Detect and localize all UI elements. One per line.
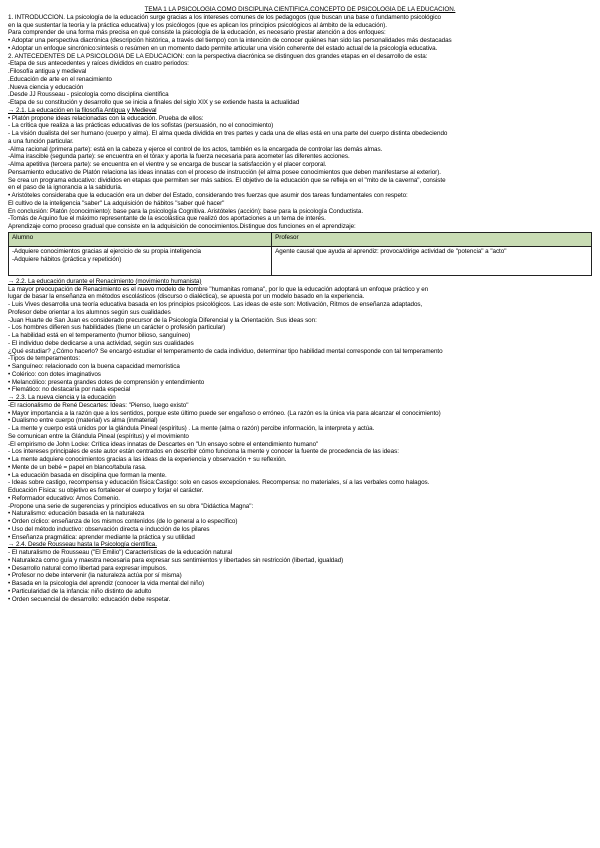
text-line: .Filosofía antigua y medieval bbox=[8, 68, 87, 75]
text-line: • Naturaleza como guía y maestra necesaria para expresar sus sentimientos y libertades sin restricción (libertad, igualdad) bbox=[8, 556, 344, 564]
text-line: 1. INTRODUCCIÓN. La psicología de la educación surge gracias a los intereses comunes de los pedagogos (que buscan una base o fundamento psicológico bbox=[8, 13, 441, 21]
text-line: - Luis Vives desarrolla una teoría educativa basada en los principios psicológicos. Las ideas de este son: Motivación, Ritmos de enseñanza adaptados, bbox=[8, 301, 423, 308]
text-line: Se comunican entre la Glándula Pineal (espíritus) y el movimiento bbox=[8, 432, 189, 440]
document-title: TEMA 1 LA PSICOLOGÍA COMO DISCIPLINA CIENTÍFICA.CONCEPTO DE PSICOLOGÍA DE LA EDUCACIÓN. bbox=[144, 6, 456, 13]
section-2-1 bbox=[8, 107, 592, 276]
table-cell-alumno bbox=[9, 246, 272, 275]
text-line: en la que sustentar la teoría y la práctica educativa) y los psicólogos (que es aplican los principios psicológicos al ámbito de la educación). bbox=[8, 21, 387, 29]
text-line: .Nueva ciencia y educación bbox=[8, 83, 84, 91]
text-line: • La mente adquiere conocimientos gracias a las ideas de la experiencia y observación + su reflexión. bbox=[8, 456, 287, 463]
section-2-4-body bbox=[8, 549, 592, 603]
section-2-2-heading: → 2.2. La educación durante el Renacimiento (movimiento humanista) bbox=[8, 277, 202, 285]
text-line: Profesor debe orientar a los alumnos según sus cualidades bbox=[8, 308, 171, 316]
text-line: -Alma racional (primera parte): está en la cabeza y ejerce el control de los actos, también es la encargada de controlar las demás almas. bbox=[8, 145, 383, 153]
text-line: • Flemático: no destacaría por nada especial bbox=[8, 386, 131, 394]
text-line: -Juan Huarte de San Juan es considerado precursor de la Psicología Diferencial y la Orientación. Sus ideas son: bbox=[8, 316, 317, 324]
text-line: • Naturalismo: educación basada en la naturaleza bbox=[8, 510, 145, 518]
table-header-profesor: Profesor bbox=[272, 232, 592, 246]
text-line: -Tipos de temperamentos: bbox=[8, 355, 81, 363]
table-cell-profesor bbox=[272, 246, 592, 275]
table-cell-line: -Adquiere conocimientos gracias al ejercicio de su propia inteligencia bbox=[12, 247, 202, 255]
section-2-1-body bbox=[8, 115, 592, 231]
text-line: El cultivo de la inteligencia "saber" La adquisición de hábitos "saber qué hacer" bbox=[8, 199, 225, 207]
text-line: -El racionalismo de René Descartes: Ideas: "Pienso, luego existo" bbox=[8, 401, 189, 409]
text-line: • Mente de un bebé = papel en blanco/tabula rasa. bbox=[8, 463, 147, 471]
text-line: • Basada en la psicología del aprendiz (conocer la vida mental del niño) bbox=[8, 580, 205, 587]
text-line: -Propone una serie de sugerencias y principios educativos en su obra "Didáctica Magna": bbox=[8, 502, 254, 510]
section-2-4 bbox=[8, 541, 592, 603]
text-line: En conclusión: Platón (conocimiento): base para la psicología Cognitiva. Aristóteles (acción): base para la psicología Conductista. bbox=[8, 207, 364, 215]
text-line: • Particularidad de la infancia: niño distinto de adulto bbox=[8, 587, 152, 595]
text-line: -Etapa de su constitución y desarrollo que se inicia a finales del siglo XIX y se extiende hasta la actualidad bbox=[8, 99, 300, 106]
text-line: .Educación de arte en el renacimiento bbox=[8, 75, 112, 83]
text-line: - Los hombres difieren sus habilidades (tiene un carácter o profesión particular) bbox=[8, 324, 226, 332]
text-line: • Orden cíclico: enseñanza de los mismos contenidos (de lo general a lo específico) bbox=[8, 518, 238, 525]
text-line: ¿Qué estudiar? ¿Cómo hacerlo? Se encargó estudiar el temperamento de cada individuo, determinar tipo habilidad mental corresponde con tal temperamento bbox=[8, 347, 443, 355]
text-line: lugar de basar la enseñanza en métodos escolásticos (discurso o dialéctica), se apuesta por un modelo basado en la experiencia. bbox=[8, 293, 365, 301]
text-line: -El empirismo de John Locke: Crítica ideas innatas de Descartes en "Un ensayo sobre el entendimiento humano" bbox=[8, 440, 319, 448]
table-header-alumno: Alumno bbox=[9, 232, 272, 246]
text-line: • Aristóteles consideraba que la educación era un deber del Estado, considerando tres fuerzas que asumir dos tareas fundamentales con respeto: bbox=[8, 192, 408, 199]
text-line: -Etapa de sus antecedentes y raíces divididos en cuatro periodos: bbox=[8, 60, 189, 68]
text-line: -Tomás de Aquino fue el máximo representante de la escolástica que realizó dos aportaciones a un tema de interés. bbox=[8, 215, 326, 223]
text-line: • Colérico: con dotes imaginativos bbox=[8, 370, 101, 378]
document-page bbox=[8, 0, 592, 603]
section-2-4-heading: → 2.4. Desde Rousseau hasta la Psicología científica. bbox=[8, 541, 157, 549]
section-2-3-heading: → 2.3. La nueva ciencia y la educación bbox=[8, 394, 116, 401]
intro-block bbox=[8, 14, 592, 107]
text-line: Se crea un programa educativo: divididos en etapas que permiten ser más sabios. El objetivo de la educación que se refleja en el "mito de la caverna", consiste bbox=[8, 176, 446, 184]
text-line: • Uso del método inductivo: observación directa e inducción de los pilares bbox=[8, 525, 210, 533]
text-line: Educación Física: su objetivo es fortalecer el cuerpo y forjar el carácter. bbox=[8, 487, 204, 494]
table-cell-line: -Adquiere hábitos (práctica y repetición) bbox=[12, 255, 122, 263]
text-line: • La educación basada en disciplina que forman la mente. bbox=[8, 471, 167, 479]
text-line: - El individuo debe dedicarse a una actividad, según sus cualidades bbox=[8, 339, 194, 347]
section-2-1-heading: → 2.1. La educación en la filosofía Antigua y Medieval bbox=[8, 106, 157, 114]
text-line: • Dualismo entre cuerpo (material) vs alma (inmaterial) bbox=[8, 417, 158, 425]
text-line: • Mayor importancia a la razón que a los sentidos, porque este último puede ser engañoso o erróneo. (La razón es la única vía para alcanzar el conocimiento) bbox=[8, 409, 441, 417]
text-line: Pensamiento educativo de Platón relaciona las ideas innatas con el proceso de instrucción (el alma posee conocimientos que deben manifestarse al exterior). bbox=[8, 168, 441, 176]
text-line: - Ideas sobre castigo, recompensa y educación física:Castigo: solo en casos excepcionales. Recompensa: no materiales, sí a las verbales como halagos. bbox=[8, 479, 430, 487]
text-line: - La crítica que realiza a las prácticas educativas de los sofistas (persuasión, no el conocimiento) bbox=[8, 122, 274, 130]
text-line: • Adoptar un enfoque sincrónico:síntesis o resúmen en un momento dado permite articular una visión coherente del estado actual de la psicología educativa. bbox=[8, 44, 438, 52]
text-line: - Los intereses principales de este autor están centrados en describir cómo funciona la mente y conocer la fuente de procedencia de las ideas: bbox=[8, 448, 399, 456]
text-line: - La mente y cuerpo está unidos por la glándula Pineal (espíritus) . La mente (alma o razón) percibe información, la interpreta y actúa. bbox=[8, 425, 375, 432]
text-line: La mayor preocupación de Renacimiento es el nuevo modelo de hombre "humanitas romana", por lo que la educación adoptará un enfoque práctico y en bbox=[8, 285, 429, 293]
text-line: -Alma irascible (segunda parte): se encuentra en el tórax y aporta la fuerza necesaria para acometer las diferentes acciones. bbox=[8, 153, 350, 161]
text-line: • Adoptar una perspectiva diacrónica (descripción histórica, a través del tiempo) con la intención de conocer quiénes han sido las personalidades más destacadas bbox=[8, 37, 452, 44]
section-2-2 bbox=[8, 278, 592, 394]
text-line: Aprendizaje como proceso gradual que consiste en la adquisición de conocimientos.Distingue dos funciones en el aprendizaje: bbox=[8, 223, 356, 230]
text-line: • Desarrollo natural como libertad para expresar impulsos. bbox=[8, 564, 168, 572]
text-line: Para comprender de una forma más precisa en qué consiste la psicología de la educación, es necesario prestar atención a dos enfoques: bbox=[8, 29, 386, 37]
text-line: .Desde JJ Rousseau - psicología como disciplina científica bbox=[8, 91, 169, 99]
text-line: a una función particular. bbox=[8, 137, 74, 145]
section-2-3-body bbox=[8, 402, 592, 542]
text-line: - La habilidad está en el temperamento (humor bilioso, sanguíneo) bbox=[8, 332, 191, 339]
table-cell-line: Agente causal que ayuda al aprendiz: provoca/dirige actividad de "potencia" a "acto" bbox=[275, 247, 507, 255]
text-line: • Melancólico: presenta grandes dotes de comprensión y entendimiento bbox=[8, 378, 205, 386]
text-line: • Enseñanza pragmática: aprender mediante la práctica y su utilidad bbox=[8, 533, 195, 541]
text-line: en el paso de la ignorancia a la sabiduría. bbox=[8, 184, 123, 192]
text-line: - La visión dualista del ser humano (cuerpo y alma). El alma queda dividida en tres partes y cada una de ellas está en una parte del cuerpo distinta obedeciendo bbox=[8, 130, 448, 137]
text-line: -Alma apetitiva (tercera parte): se encuentra en el vientre y se encarga de buscar la satisfacción y el placer corporal. bbox=[8, 161, 327, 168]
text-line: • Reformador educativo: Amos Comenio. bbox=[8, 494, 121, 502]
text-line: • Orden secuencial de desarrollo: educación debe respetar. bbox=[8, 595, 171, 603]
text-line: • Platón propone ideas relacionadas con la educación. Prueba de ellos: bbox=[8, 114, 204, 122]
text-line: • Sanguíneo: relacionado con la buena capacidad memorística bbox=[8, 363, 180, 370]
section-2-3 bbox=[8, 394, 592, 541]
text-line: • Profesor no debe intervenir (la naturaleza actúa por sí misma) bbox=[8, 572, 182, 580]
text-line: 2. ANTECEDENTES DE LA PSICOLOGÍA DE LA EDUCACIÓN: con la perspectiva diacrónica se distinguen dos grandes etapas en el desarrollo de esta: bbox=[8, 52, 428, 60]
section-2-2-body bbox=[8, 286, 592, 395]
text-line: - El naturalismo de Rousseau ("El Emilio") Características de la educación natural bbox=[8, 549, 233, 556]
learning-roles-table bbox=[8, 232, 592, 276]
